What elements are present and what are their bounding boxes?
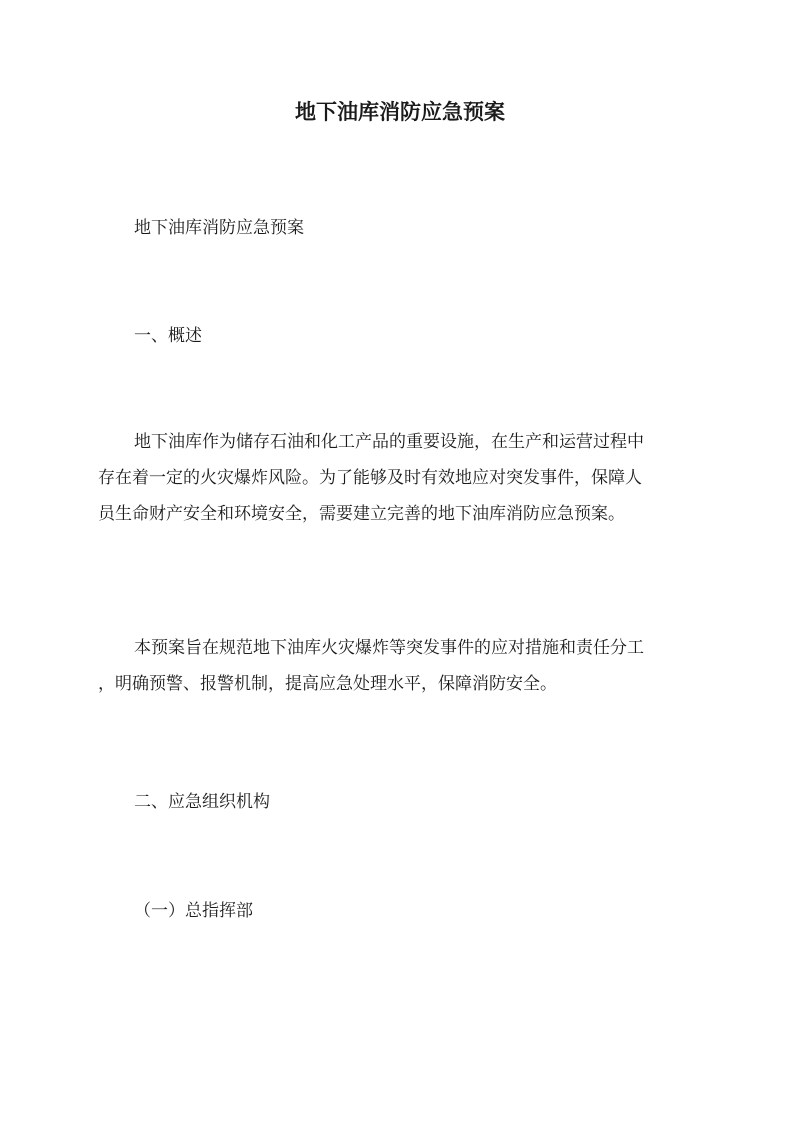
- paragraph-line: 地下油库作为储存石油和化工产品的重要设施，在生产和运营过程中: [134, 432, 644, 452]
- section-heading-organization: 二、应急组织机构: [134, 792, 270, 812]
- paragraph-line: 存在着一定的火灾爆炸风险。为了能够及时有效地应对突发事件，保障人: [98, 468, 642, 488]
- section-heading-overview: 一、概述: [134, 326, 202, 346]
- paragraph-overview: [98, 424, 702, 532]
- paragraph-purpose: [98, 630, 702, 702]
- document-subtitle: 地下油库消防应急预案: [134, 218, 304, 238]
- document-title: 地下油库消防应急预案: [295, 99, 505, 124]
- paragraph-line: ，明确预警、报警机制，提高应急处理水平，保障消防安全。: [98, 674, 557, 694]
- paragraph-line: 本预案旨在规范地下油库火灾爆炸等突发事件的应对措施和责任分工: [134, 638, 644, 658]
- subsection-heading-headquarters: （一）总指挥部: [134, 901, 253, 921]
- paragraph-line: 员生命财产安全和环境安全，需要建立完善的地下油库消防应急预案。: [98, 504, 625, 524]
